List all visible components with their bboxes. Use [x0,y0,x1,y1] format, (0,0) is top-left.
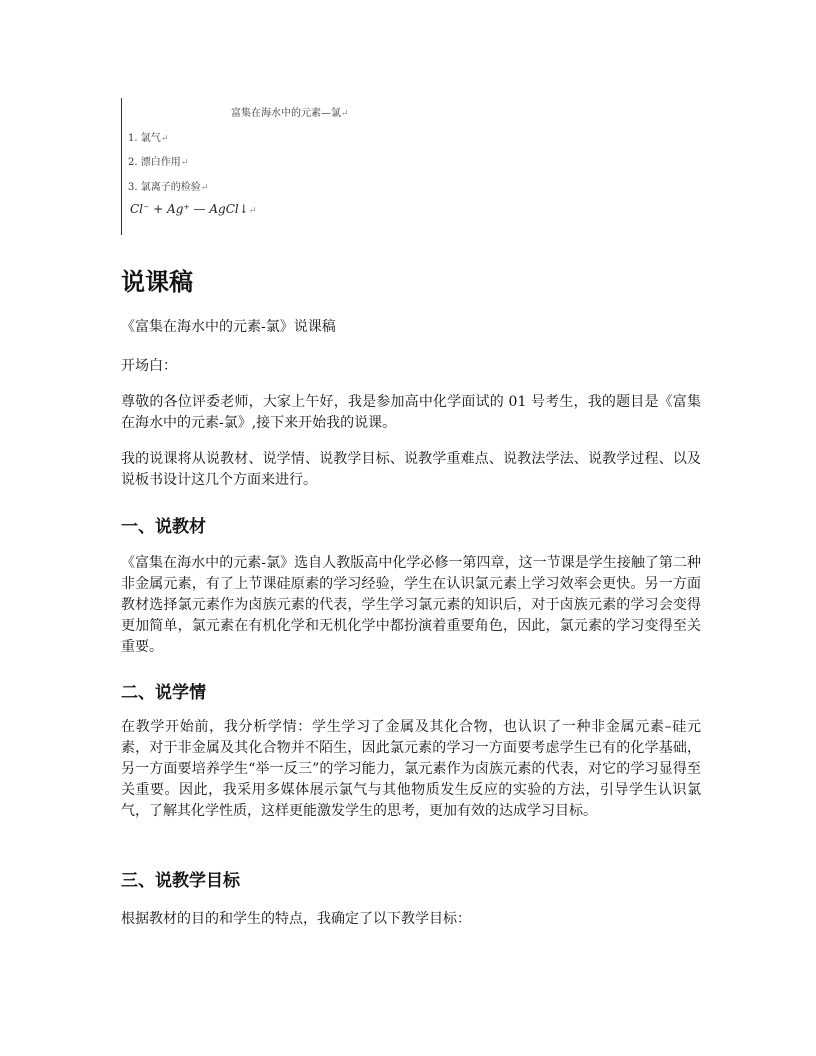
document-subtitle: 《富集在海水中的元素-氯》说课稿 [121,319,336,335]
paragraph-mark-icon: ↵ [180,158,189,168]
overview-paragraph: 我的说课将从说教材、说学情、说教学目标、说教学重难点、说教法学法、说教学过程、以及说板书设计这几个方面来进行。 [121,451,701,488]
board-item-2: 2. 漂白作用↵ [128,157,189,168]
opening-paragraph: 尊敬的各位评委老师，大家上午好，我是参加高中化学面试的 01 号考生，我的题目是《富集在海水中的元素-氯》,接下来开始我的说课。 [121,394,701,431]
board-equation: Cl⁻ + Ag⁺ — AgCl↓↵ [130,202,257,216]
board-item-1: 1. 氯气↵ [128,133,169,144]
paragraph-mark-icon: ↵ [200,183,209,193]
board-item-3: 3. 氯离子的检验↵ [128,182,209,193]
board-title: 富集在海水中的元素—氯↵ [231,108,349,119]
section-1-paragraph: 《富集在海水中的元素-氯》选自人教版高中化学必修一第四章，这一节课是学生接触了第二种非金属元素，有了上节课硅原素的学习经验，学生在认识氯元素上学习效率会更快。另一方面教材选择氯元素作为卤族元素的代表，学生学习氯元素的知识后，对于卤族元素的学习会变得更加简单，氯元素在有机化学和无机化学中都扮演着重要角色，因此，氯元素的学习变得至关重要。 [121,555,701,655]
section-3-title: 三、说教学目标 [121,871,240,891]
paragraph-mark-icon: ↵ [341,109,349,119]
document-heading: 说课稿 [121,268,193,296]
section-2-title: 二、说学情 [121,683,206,703]
section-3-paragraph: 根据教材的目的和学生的特点，我确定了以下教学目标： [121,911,471,927]
section-1-title: 一、说教材 [121,517,206,537]
opening-label: 开场白： [121,358,177,374]
section-2-paragraph: 在教学开始前，我分析学情：学生学习了金属及其化合物，也认识了一种非金属元素–硅元素，对于非金属及其化合物并不陌生，因此氯元素的学习一方面要考虑学生已有的化学基础，另一方面要培养学生“举一反三”的学习能力，氯元素作为卤族元素的代表，对它的学习显得至关重要。因此，我采用多媒体展示氯气与其他物质发生反应的实验的方法，引导学生认识氯气，了解其化学性质，这样更能激发学生的思考，更加有效的达成学习目标。 [121,719,701,819]
paragraph-mark-icon: ↵ [160,134,169,144]
board-design-image [121,98,382,235]
paragraph-mark-icon: ↵ [248,206,257,216]
